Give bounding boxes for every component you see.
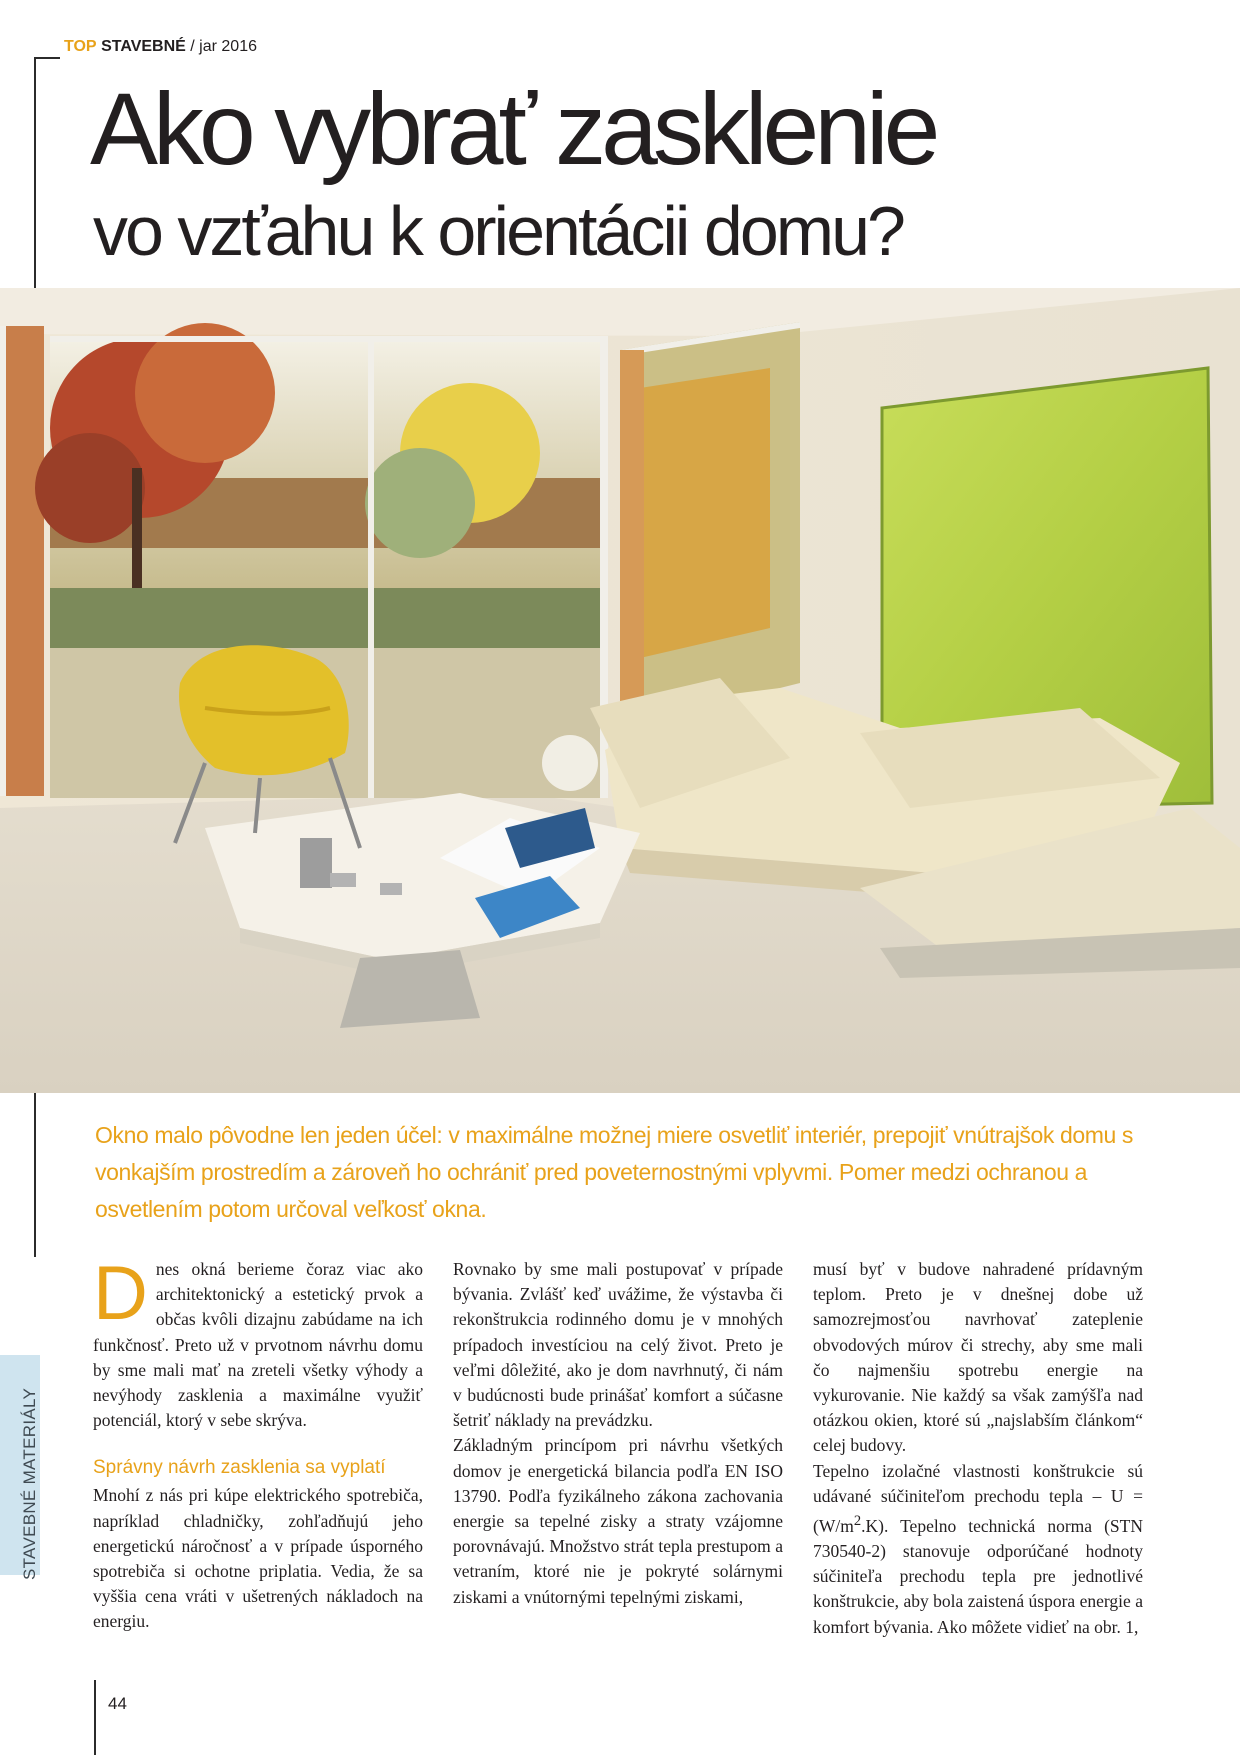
body-paragraph: Mnohí z nás pri kúpe elektrického spotrebiča, napríklad chladničky, zohľadňujú jeho energetickú náročnosť a v prípade úsporného spotrebiča si ochotne priplatia. Vedia, že sa vyššia cena vráti v ušetrených nákladoch na energiu.	[93, 1485, 423, 1632]
frame-line-top	[34, 57, 60, 59]
drop-cap: D	[93, 1251, 148, 1336]
body-paragraph-u-value	[813, 1459, 1143, 1640]
body-paragraph: Základným princípom pri návrhu všetkých domov je energetická bilancia podľa EN ISO 13790. Podľa fyzikálneho zákona zachovania energie sa tepelné zisky a straty vzájomne porovnávajú. Množstvo strát tepla prestupom a vetraním, ktoré nie je pokryté solárnymi ziskami a vnútornými tepelnými ziskami,	[453, 1435, 783, 1607]
subheading: Správny návrh zasklenia sa vyplatí	[93, 1457, 386, 1479]
frame-line-bottom	[94, 1680, 96, 1755]
page-number: 44	[108, 1694, 127, 1713]
article-subtitle: vo vzťahu k orientácii domu?	[93, 192, 903, 270]
running-head-brand: STAVEBNÉ	[101, 38, 186, 55]
interior-photo-icon	[0, 288, 1240, 1093]
superscript: 2	[853, 1513, 862, 1530]
body-text: Tepelno izolačné vlastnosti konštrukcie sú udávané súčiniteľom prechodu tepla – U = (W/m	[813, 1460, 1143, 1536]
intro-paragraph	[93, 1251, 423, 1433]
lead-paragraph: Okno malo pôvodne len jeden účel: v maximálne možnej miere osvetliť interiér, prepojiť vnútrajšok domu s vonkajším prostredím a zároveň ho ochrániť pred poveternostnými vplyvmi. Pomer medzi ochranou a osvetlením potom určoval veľkosť okna.	[95, 1122, 1134, 1222]
running-head-separator: /	[190, 38, 195, 55]
body-paragraph: musí byť v budove nahradené prídavným teplom. Preto je v dnešnej dobe už samozrejmosťou navrhovať zateplenie obvodových múrov či strechy, aby sme mali čo najmenšiu spotrebu energie na vykurovanie. Nie každý sa však zamýšľa nad otázkou okien, ktoré sú „najslabším článkom“ celej budovy.	[813, 1259, 1143, 1456]
text-column-3	[813, 1257, 1143, 1640]
article-title: Ako vybrať zasklenie	[90, 72, 936, 186]
section-tab-label: STAVEBNÉ MATERIÁLY	[20, 1387, 39, 1580]
hero-photo	[0, 288, 1240, 1093]
body-paragraph: Rovnako by sme mali postupovať v prípade bývania. Zvlášť keď uvážime, že výstavba či rekonštrukcia rodinného domu je v mnohých prípadoch investíciou na celý život. Preto je veľmi dôležité, ako je dom navrhnutý, či nám v budúcnosti bude prinášať komfort a súčasne šetriť náklady na prevádzku.	[453, 1259, 783, 1431]
intro-text: nes okná berieme čoraz viac ako architektonický a estetický prvok a občas kvôli dizajnu zabúdame na ich funkčnosť. Preto už v prvotnom návrhu domu by sme mali mať na zreteli všetky výhody a nevýhody zasklenia a maximálne využiť potenciál, ktorý v sebe skrýva.	[93, 1259, 423, 1431]
text-column-1	[93, 1251, 423, 1635]
running-head-top: TOP	[64, 38, 97, 55]
text-column-2	[453, 1257, 783, 1610]
running-head-issue: jar 2016	[199, 38, 257, 55]
running-head	[64, 38, 257, 56]
body-text: .K). Tepelno technická norma (STN 730540-2) stanovuje odporúčané hodnoty súčiniteľa prechodu tepla pre jednotlivé konštrukcie, aby bola zaistená úspora energie a komfort bývania. Ako môžete vidieť na obr. 1,	[813, 1515, 1143, 1637]
